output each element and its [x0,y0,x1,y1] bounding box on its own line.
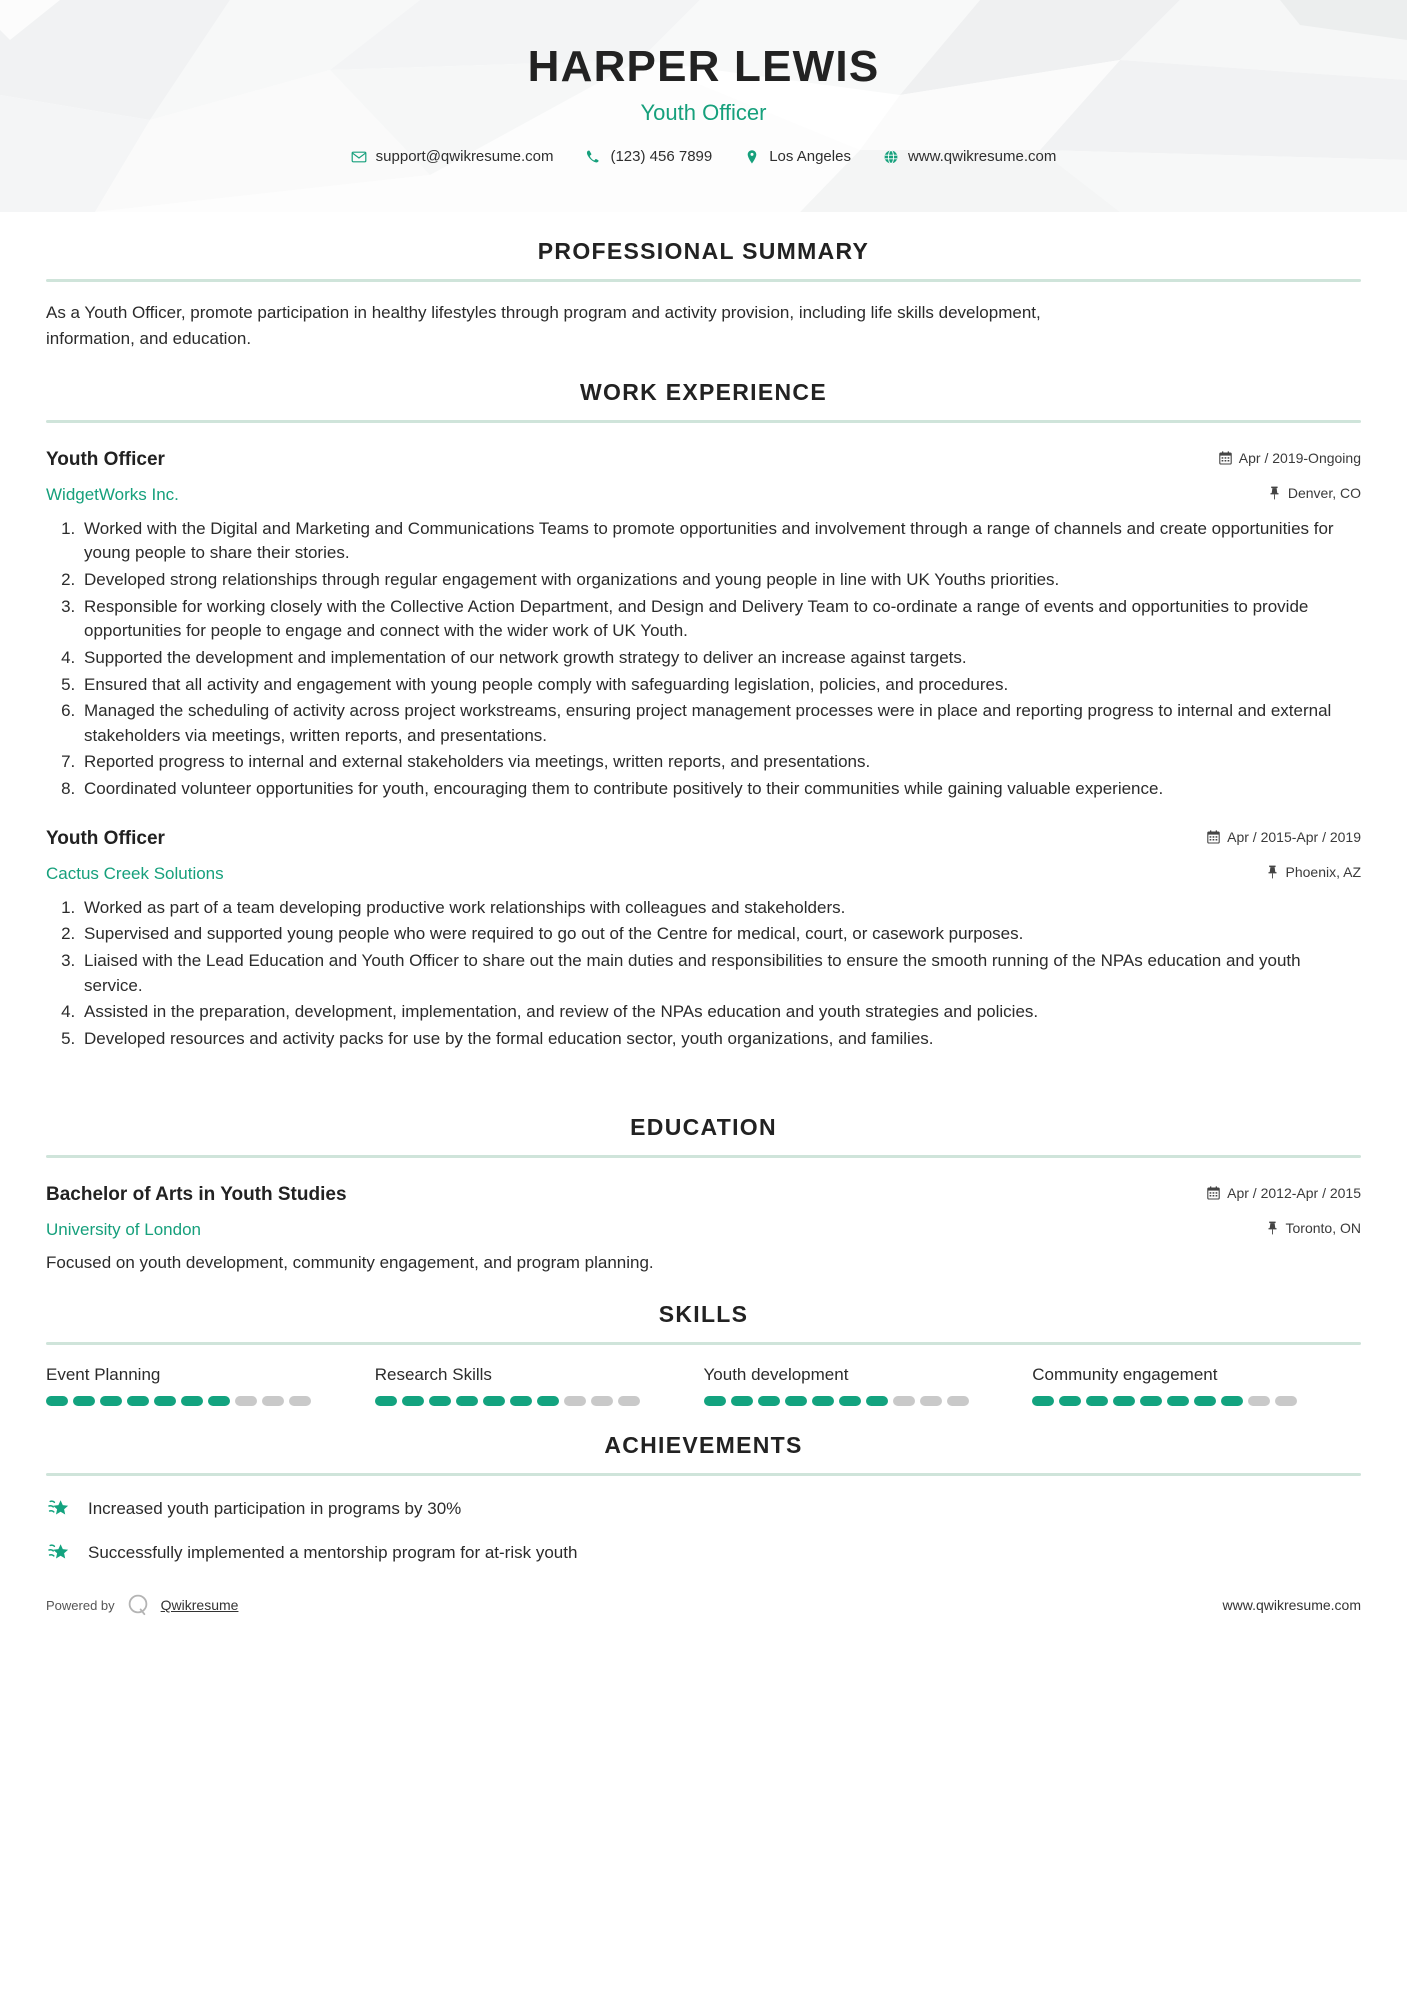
resume-body [0,238,1407,1566]
list-item [46,1540,1361,1566]
skill-dot-filled [1194,1396,1216,1406]
skill-dot-filled [758,1396,780,1406]
skill-dot-filled [429,1396,451,1406]
section-education [46,1114,1361,1276]
skill-dot-filled [181,1396,203,1406]
skill-dot-filled [704,1396,726,1406]
powered-by-label: Powered by [46,1597,115,1613]
skill-label: Research Skills [374,1365,492,1385]
skill-rating [46,1396,375,1406]
skill-dot-empty [564,1396,586,1406]
skill-dot-empty [262,1396,284,1406]
list-item: 5. Developed resources and activity packs for use by the formal education sector, youth organizations, and families. [80,1027,1361,1052]
skill-dot-filled [375,1396,397,1406]
skill-dot-filled [731,1396,753,1406]
education-entry-subheader [46,1212,1361,1240]
section-divider [46,279,1361,282]
achievement-text: Increased youth participation in programs by 30% [88,1499,462,1519]
section-divider [46,420,1361,423]
contact-phone[interactable] [569,148,728,165]
calendar-icon [1219,451,1232,465]
pushpin-icon [1268,486,1281,500]
page-title: HARPER LEWIS [527,42,880,91]
pushpin-icon [1266,865,1279,879]
work-entry-title: Youth Officer [46,448,165,470]
section-divider [46,1473,1361,1476]
achievement-text: Successfully implemented a mentorship program for at-risk youth [88,1543,578,1563]
section-achievements [46,1432,1361,1566]
work-entry-organization: Cactus Creek Solutions [46,863,224,883]
pushpin-icon [1266,1221,1279,1235]
skill-dot-filled [46,1396,68,1406]
work-entry-dates [1207,829,1361,845]
header-job-title: Youth Officer [640,100,767,126]
skill-dot-filled [1167,1396,1189,1406]
work-entry [46,828,1361,1052]
section-work-experience [46,379,1361,1052]
section-heading-professional-summary: PROFESSIONAL SUMMARY [537,238,870,264]
education-entry-organization: University of London [46,1219,201,1239]
star-burst-icon [46,1540,72,1566]
contact-email[interactable] [335,148,570,165]
list-item: 1. Worked as part of a team developing productive work relationships with colleagues and stakeholders. [80,896,1361,921]
footer-branding [46,1592,238,1618]
skill-dot-filled [483,1396,505,1406]
star-burst-icon [46,1496,72,1522]
skill-label: Community engagement [1032,1365,1218,1385]
list-item: 6. Managed the scheduling of activity across project workstreams, ensuring project management processes were in place and reporting progress to internal and external stakeholders via meetings, written reports, and presentations. [80,699,1361,748]
list-item: 4. Supported the development and implementation of our network growth strategy to deliver an increase against targets. [80,646,1361,671]
list-item: 2. Supervised and supported young people who were required to go out of the Centre for medical, court, or casework purposes. [80,922,1361,947]
education-entry-location-text: Toronto, ON [1285,1219,1361,1236]
contact-row [0,148,1407,165]
work-entry-header [46,449,1361,471]
skill-rating [375,1396,704,1406]
work-entry-location-text: Denver, CO [1287,484,1361,501]
work-entry-location-text: Phoenix, AZ [1285,863,1361,880]
work-entry-header [46,828,1361,850]
skill-dot-filled [73,1396,95,1406]
section-divider [46,1155,1361,1158]
skill-dot-filled [1059,1396,1081,1406]
work-entry-dates [1219,450,1361,466]
skill-dot-filled [1032,1396,1054,1406]
list-item: 3. Responsible for working closely with the Collective Action Department, and Design and Delivery Team to co-ordinate a range of events and opportunities to provide opportunities for people to engage and connect with the wider work of UK Youth. [80,595,1361,644]
contact-website[interactable] [867,148,1072,165]
phone-icon [585,149,601,165]
list-item: 4. Assisted in the preparation, development, implementation, and review of the NPAs education and youth strategies and policies. [80,1000,1361,1025]
skill-dot-filled [785,1396,807,1406]
qwikresume-logo-icon [125,1592,151,1618]
globe-icon [883,149,899,165]
skill-dot-empty [1248,1396,1270,1406]
skill-label: Event Planning [46,1365,161,1385]
calendar-icon [1207,1186,1220,1200]
section-divider [46,1342,1361,1345]
skill-rating [1032,1396,1361,1406]
skill-dot-filled [456,1396,478,1406]
resume-header [0,0,1407,212]
calendar-icon [1207,830,1220,844]
skill-dot-filled [537,1396,559,1406]
skill-dot-empty [235,1396,257,1406]
professional-summary-text: As a Youth Officer, promote participation in healthy lifestyles through program and activity provision, including life skills development, information, and education. [46,303,1041,349]
contact-location-text: Los Angeles [769,148,851,166]
section-skills [46,1301,1361,1406]
skill-dot-filled [1140,1396,1162,1406]
skill-dot-filled [1221,1396,1243,1406]
skill-label: Youth development [703,1365,849,1385]
education-entry-title: Bachelor of Arts in Youth Studies [46,1183,347,1205]
work-entry-subheader [46,856,1361,884]
spacer [46,1054,1361,1088]
section-heading-work-experience: WORK EXPERIENCE [580,378,827,405]
list-item: 2. Developed strong relationships through regular engagement with organizations and young people in line with UK Youths priorities. [80,568,1361,593]
list-item [46,1496,1361,1522]
work-entry [46,449,1361,802]
work-entry-organization: WidgetWorks Inc. [46,484,179,504]
section-heading-education: EDUCATION [630,1113,777,1140]
education-entry [46,1184,1361,1276]
skill-dot-filled [866,1396,888,1406]
education-entry-dates [1207,1185,1361,1201]
list-item: 5. Ensured that all activity and engagement with young people comply with safeguarding legislation, policies, and procedures. [80,673,1361,698]
envelope-icon [351,149,367,165]
work-entry-bullets [46,517,1361,802]
contact-phone-text: (123) 456 7899 [610,148,713,166]
skill-dot-empty [618,1396,640,1406]
work-entry-location [1268,485,1361,501]
skill-dot-filled [1086,1396,1108,1406]
section-heading-skills: SKILLS [658,1301,749,1328]
page-footer [0,1592,1407,1642]
skill-dot-empty [591,1396,613,1406]
list-item: 7. Reported progress to internal and external stakeholders via meetings, written reports, and presentations. [80,750,1361,775]
skill-dot-empty [1275,1396,1297,1406]
skill-dot-filled [510,1396,532,1406]
skill-dot-filled [154,1396,176,1406]
education-entry-location [1266,1220,1361,1236]
skill-dot-filled [839,1396,861,1406]
skill-dot-filled [208,1396,230,1406]
work-entry-bullets [46,896,1361,1052]
skill-item [375,1365,704,1406]
skills-grid [46,1365,1361,1406]
skill-dot-filled [402,1396,424,1406]
skill-dot-filled [127,1396,149,1406]
contact-email-text: support@qwikresume.com [375,148,554,166]
work-entry-dates-text: Apr / 2015-Apr / 2019 [1227,828,1361,845]
education-entry-description: Focused on youth development, community engagement, and program planning. [46,1252,654,1272]
skill-rating [704,1396,1033,1406]
map-pin-icon [744,149,760,165]
skill-dot-filled [812,1396,834,1406]
footer-website: www.qwikresume.com [1222,1597,1361,1614]
work-entry-location [1266,864,1362,880]
skill-dot-empty [289,1396,311,1406]
qwikresume-link[interactable]: Qwikresume [160,1597,239,1614]
section-professional-summary [46,238,1361,353]
skill-dot-filled [1113,1396,1135,1406]
list-item: 3. Liaised with the Lead Education and Youth Officer to share out the main duties and responsibilities to ensure the smooth running of the NPAs education and youth service. [80,949,1361,998]
work-entry-title: Youth Officer [46,827,165,849]
work-entry-subheader [46,477,1361,505]
skill-dot-filled [100,1396,122,1406]
education-entry-header [46,1184,1361,1206]
contact-website-text: www.qwikresume.com [907,148,1057,166]
skill-item [1032,1365,1361,1406]
skill-dot-empty [920,1396,942,1406]
list-item: 1. Worked with the Digital and Marketing and Communications Teams to promote opportunities and involvement through a range of channels and create opportunities for young people to share their stories. [80,517,1361,566]
contact-location [728,148,867,165]
skill-dot-empty [947,1396,969,1406]
section-heading-achievements: ACHIEVEMENTS [604,1432,803,1459]
achievements-list [46,1496,1361,1566]
skill-dot-empty [893,1396,915,1406]
skill-item [46,1365,375,1406]
education-entry-dates-text: Apr / 2012-Apr / 2015 [1227,1184,1361,1201]
work-entry-dates-text: Apr / 2019-Ongoing [1238,449,1361,466]
skill-item [704,1365,1033,1406]
list-item: 8. Coordinated volunteer opportunities for youth, encouraging them to contribute positively to their communities while gaining valuable experience. [80,777,1361,802]
